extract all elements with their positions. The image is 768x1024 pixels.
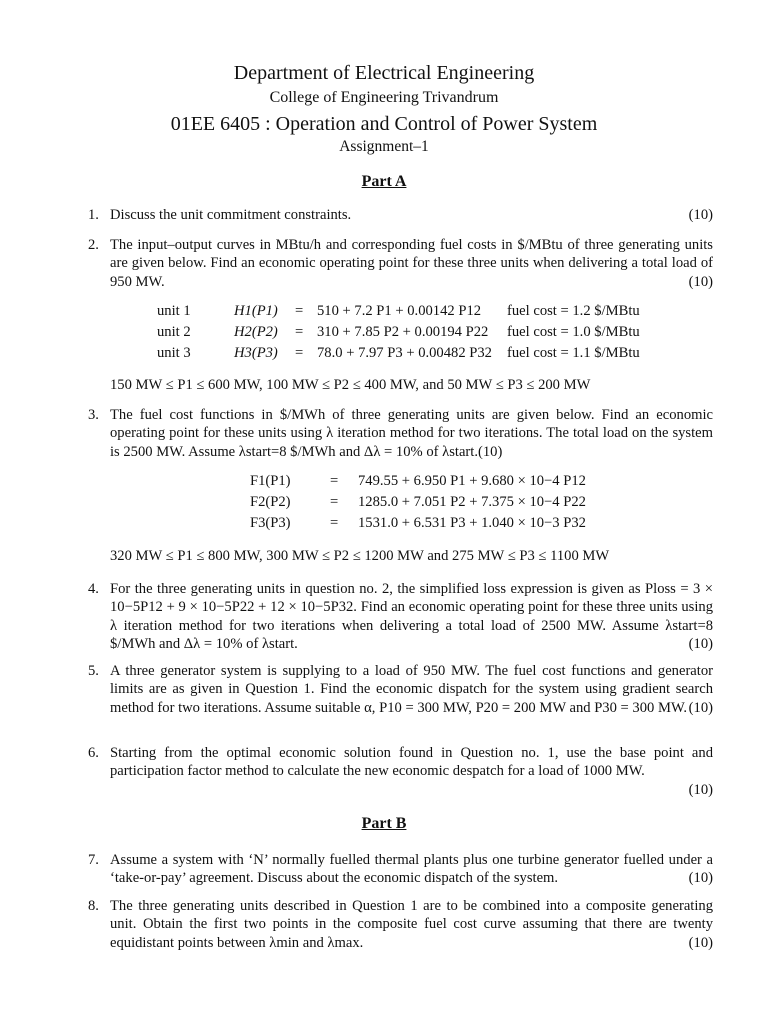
equals-sign: = [330, 515, 339, 531]
generator-limits: 150 MW ≤ P1 ≤ 600 MW, 100 MW ≤ P2 ≤ 400 MW, and 50 MW ≤ P3 ≤ 200 MW [110, 377, 591, 393]
unit-label: unit 2 [157, 324, 191, 340]
course-title: 01EE 6405 : Operation and Control of Power System [170, 113, 598, 135]
question-text: Assume a system with ‘N’ normally fuelled thermal plants plus one turbine generator fuelled under a ‘take-or-pay’ agreement. Discuss about the economic dispatch of the system. [110, 852, 713, 887]
question-text: The three generating units described in Question 1 are to be combined into a composite generating unit. Obtain the first two points in the composite fuel cost curve assuming that there are twenty equidistant points between λmin and λmax. [110, 898, 713, 951]
question-number: 8. [88, 898, 99, 914]
question-marks: (10) [688, 934, 713, 951]
fuel-cost: fuel cost = 1.1 $/MBtu [507, 345, 640, 361]
question-2 [88, 236, 713, 291]
question-text: The input–output curves in MBtu/h and corresponding fuel costs in $/MBtu of three generating units are given below. Find an economic operating point for these three units when delivering a total load of 950 MW. [110, 237, 713, 290]
function-label: F3(P3) [250, 515, 291, 531]
equals-sign: = [330, 494, 339, 510]
question-6 [88, 744, 713, 799]
function-expression: 1531.0 + 6.531 P3 + 1.040 × 10−3 P32 [358, 515, 586, 531]
function-expression: 510 + 7.2 P1 + 0.00142 P12 [317, 303, 482, 319]
question-marks: (10) [688, 635, 713, 652]
question-text: Discuss the unit commitment constraints. [110, 207, 352, 223]
part-a-heading: Part A [361, 173, 407, 190]
question-marks: (10) [688, 870, 713, 887]
function-label: H3(P3) [234, 345, 278, 361]
generator-limits: 320 MW ≤ P1 ≤ 800 MW, 300 MW ≤ P2 ≤ 1200 MW and 275 MW ≤ P3 ≤ 1100 MW [110, 548, 610, 564]
question-marks: (10) [688, 699, 713, 716]
question-number: 4. [88, 581, 99, 597]
unit-label: unit 1 [157, 303, 191, 319]
unit-label: unit 3 [157, 345, 191, 361]
question-4 [88, 580, 713, 653]
function-label: H1(P1) [234, 303, 278, 319]
function-label: F1(P1) [250, 473, 291, 489]
question-marks: (10) [688, 207, 713, 223]
question-marks: (10) [688, 273, 713, 290]
question-number: 5. [88, 663, 99, 679]
question-number: 1. [88, 207, 99, 223]
question-1 [88, 206, 713, 224]
equals-sign: = [330, 473, 339, 489]
fuel-cost: fuel cost = 1.2 $/MBtu [507, 303, 640, 319]
department-title: Department of Electrical Engineering [233, 62, 535, 84]
function-label: F2(P2) [250, 494, 291, 510]
question-7 [88, 851, 713, 888]
question-3 [88, 406, 713, 461]
part-b-heading: Part B [361, 815, 407, 832]
equals-sign: = [295, 345, 304, 361]
function-expression: 78.0 + 7.97 P3 + 0.00482 P32 [317, 345, 492, 361]
function-expression: 310 + 7.85 P2 + 0.00194 P22 [317, 324, 489, 340]
question-5 [88, 662, 713, 717]
question-number: 6. [88, 745, 99, 761]
question-number: 2. [88, 237, 99, 253]
question-text: Starting from the optimal economic solution found in Question no. 1, use the base point and participation factor method to calculate the new economic despatch for a load of 1000 MW. [110, 745, 713, 780]
function-label: H2(P2) [234, 324, 278, 340]
question-text: For the three generating units in question no. 2, the simplified loss expression is given as Ploss = 3 × 10−5P12 + 9 × 10−5P22 + 12 × 10−5P32. Find an economic operating point for these three units using λ iteration method for two iterations when delivering a total load of 2500 MW. Assume λstart=8 $/MWh and Δλ = 10% of λstart. [110, 581, 713, 652]
equals-sign: = [295, 324, 304, 340]
function-expression: 1285.0 + 7.051 P2 + 7.375 × 10−4 P22 [358, 494, 586, 510]
question-number: 3. [88, 407, 99, 423]
question-marks: (10) [688, 781, 713, 798]
question-8 [88, 897, 713, 952]
function-expression: 749.55 + 6.950 P1 + 9.680 × 10−4 P12 [358, 473, 586, 489]
college-name: College of Engineering Trivandrum [269, 89, 499, 106]
question-marks: (10) [477, 443, 503, 460]
assignment-number: Assignment–1 [339, 138, 429, 155]
question-text: The fuel cost functions in $/MWh of three generating units are given below. Find an economic operating point for these units using λ iteration method for two iterations. The total load on the system is 2500 MW. Assume λstart=8 $/MWh and Δλ = 10% of λstart. [110, 407, 713, 460]
question-text: A three generator system is supplying to a load of 950 MW. The fuel cost functions and generator limits are as given in Question 1. Find the economic dispatch for the system using gradient search method for two iterations. Assume suitable α, P10 = 300 MW, P20 = 200 MW and P30 = 300 MW. [110, 663, 713, 716]
equals-sign: = [295, 303, 304, 319]
fuel-cost: fuel cost = 1.0 $/MBtu [507, 324, 640, 340]
question-number: 7. [88, 852, 99, 868]
